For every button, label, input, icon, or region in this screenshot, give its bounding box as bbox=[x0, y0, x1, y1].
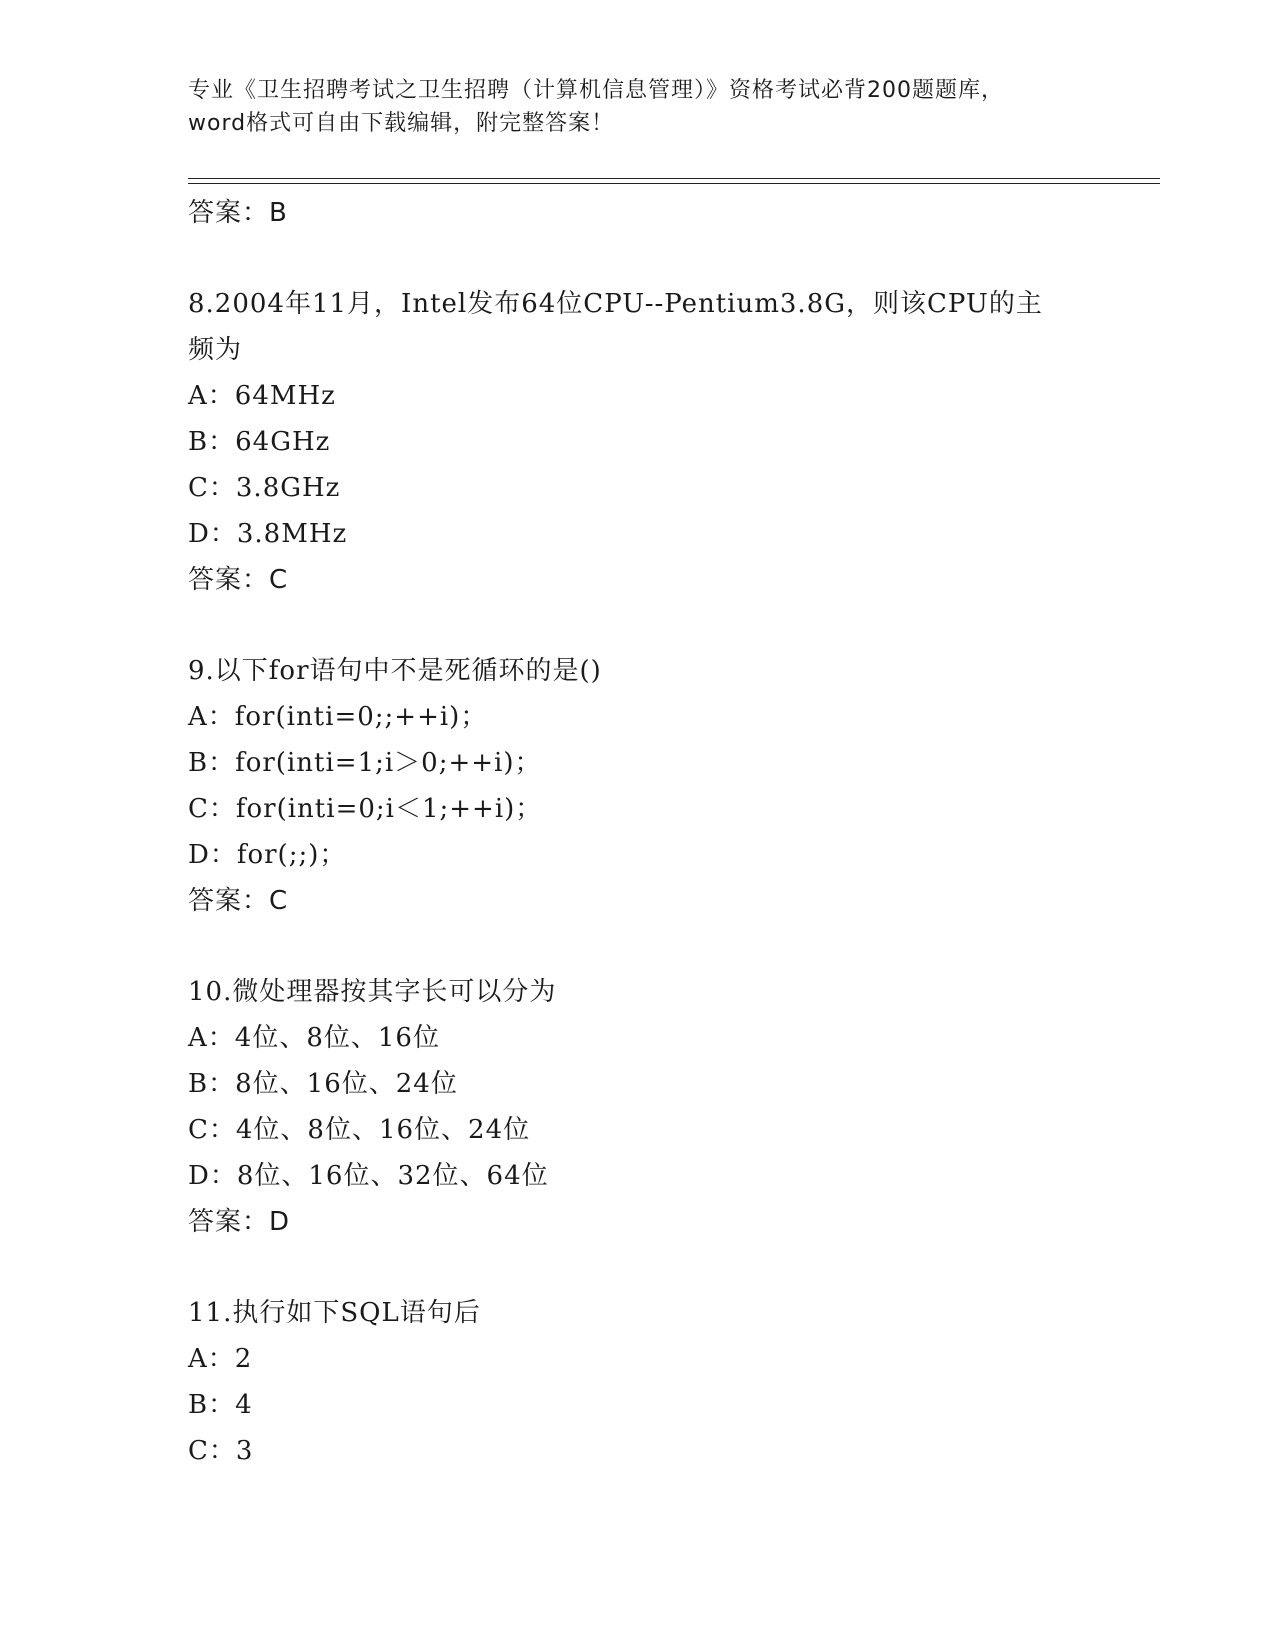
question-block bbox=[188, 969, 1108, 1245]
question-list bbox=[188, 190, 1108, 1474]
answer-line: 答案：B bbox=[188, 198, 288, 228]
option-a: A：for(inti=0;;++i)； bbox=[188, 702, 488, 732]
header-divider-bottom bbox=[188, 183, 1160, 184]
option-b: B：64GHz bbox=[188, 427, 331, 457]
option-c: C：4位、8位、16位、24位 bbox=[188, 1115, 531, 1145]
option-d: D：for(;;)； bbox=[188, 840, 347, 870]
option-a: A：64MHz bbox=[188, 381, 336, 411]
question-text: 10.微处理器按其字长可以分为 bbox=[188, 977, 557, 1007]
document-header bbox=[188, 74, 1088, 140]
option-d: D：3.8MHz bbox=[188, 519, 348, 549]
option-c: C：3.8GHz bbox=[188, 473, 341, 503]
header-divider-top bbox=[188, 178, 1160, 179]
option-b: B：4 bbox=[188, 1390, 253, 1420]
header-line-2: word格式可自由下载编辑，附完整答案！ bbox=[188, 111, 615, 136]
header-line-1: 专业《卫生招聘考试之卫生招聘（计算机信息管理）》资格考试必背200题题库， bbox=[188, 78, 1004, 103]
option-a: A：2 bbox=[188, 1344, 253, 1374]
answer-line: 答案：C bbox=[188, 565, 289, 595]
option-c: C：for(inti=0;i＜1;++i)； bbox=[188, 794, 543, 824]
question-block bbox=[188, 648, 1108, 924]
option-c: C：3 bbox=[188, 1436, 254, 1466]
answer-line: 答案：C bbox=[188, 886, 289, 916]
option-b: B：8位、16位、24位 bbox=[188, 1069, 458, 1099]
question-block bbox=[188, 1290, 1108, 1474]
question-text: 9.以下for语句中不是死循环的是() bbox=[188, 656, 602, 686]
question-text: 11.执行如下SQL语句后 bbox=[188, 1298, 481, 1328]
question-block bbox=[188, 281, 1108, 603]
option-d: D：8位、16位、32位、64位 bbox=[188, 1161, 549, 1191]
option-b: B：for(inti=1;i＞0;++i)； bbox=[188, 748, 542, 778]
answer-line: 答案：D bbox=[188, 1207, 291, 1237]
question-text: 8.2004年11月，Intel发布64位CPU--Pentium3.8G，则该CPU的主频为 bbox=[188, 289, 1043, 365]
option-a: A：4位、8位、16位 bbox=[188, 1023, 440, 1053]
